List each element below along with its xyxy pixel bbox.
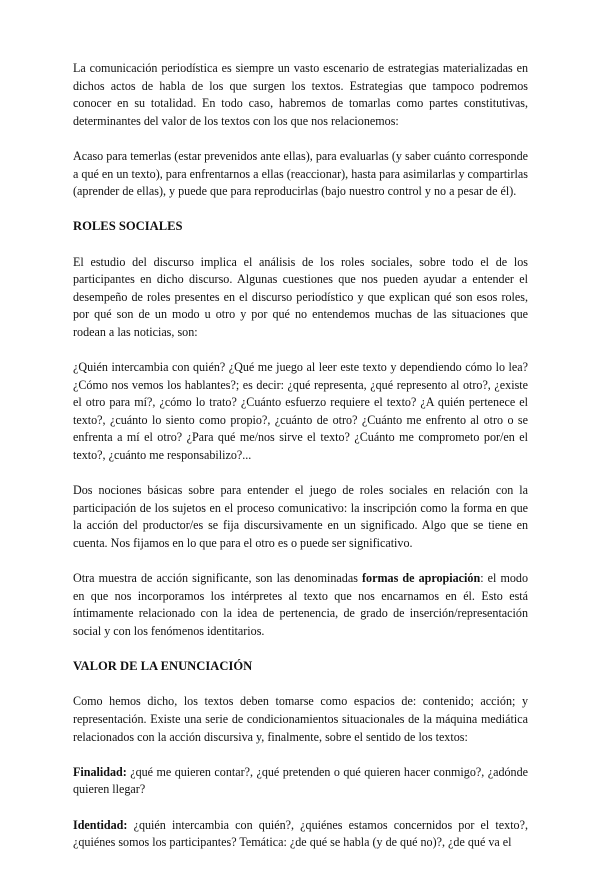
finalidad-term: Finalidad: [73, 764, 127, 779]
document-page [73, 60, 528, 869]
paragraph-intro: La comunicación periodística es siempre un vasto escenario de estrategias materializadas en dichos actos de habla de los que surgen los textos. Estrategias que tampoco podremos conocer en su totalidad. En todo caso, habremos de tomarlas como partes constitutivas, determinantes del valor de los textos con los que nos relacionemos: [73, 61, 528, 128]
paragraph-notions: Dos nociones básicas sobre para entender el juego de roles sociales en relación con la participación de los sujetos en el proceso comunicativo: la inscripción como la forma en que la acción del productor/es se fija discursivamente en un significado. Algo que se tiene en cuenta. Nos fijamos en lo que para el otro es o puede ser significativo. [73, 483, 528, 551]
identidad-term: Identidad: [73, 817, 128, 832]
paragraph-spaces: Como hemos dicho, los textos deben tomarse como espacios de: contenido; acción; y representación. Existe una serie de condicionamientos situacionales de la máquina mediática relacionados con la acción discursiva y, finalmente, sobre el sentido de los textos: [73, 694, 528, 744]
appropriation-text-a: Otra muestra de acción significante, son las denominadas [73, 571, 363, 586]
paragraph-appropriation [73, 570, 528, 640]
paragraph-identidad [73, 817, 528, 852]
paragraph-questions: ¿Quién intercambia con quién? ¿Qué me juego al leer este texto y dependiendo cómo lo lea? ¿Cómo nos vemos los hablantes?; es decir: ¿qué representa, ¿qué represento al otro?, ¿existe el otro para mí?, ¿cómo lo trato? ¿Cuánto esfuerzo requiere el texto? ¿A quién pertenece el texto?, ¿cuánto lo siento como propio?, ¿cuánto de otro? ¿Cuánto me enfrento al otro o se enfrenta a mí el otro? ¿Para qué me/nos sirve el texto? ¿Cuánto me comprometo por/en el texto?, ¿cuánto me responsabilizo?... [73, 360, 528, 463]
paragraph-roles-study: El estudio del discurso implica el análisis de los roles sociales, sobre todo el de los participantes en dicho discurso. Algunas cuestiones que nos pueden ayudar a entender el desempeño de roles presentes en el discurso periodístico y que explican qué son esos roles, por qué son de un modo u otro y por qué no entendemos muchas de las situaciones que rodean a las noticias, son: [73, 254, 528, 339]
appropriation-text-b: : el modo en que nos incorporamos los intérpretes al texto que nos encarnamos en él. Esto está íntimamente relacionado con la idea de pertenencia, de grado de inserción/representación social y con los fenómenos identitarios. [73, 571, 529, 638]
appropriation-term: formas de apropiación [362, 571, 481, 586]
heading-valor-enunciacion: VALOR DE LA ENUNCIACIÓN [73, 659, 253, 674]
paragraph-finalidad [73, 764, 528, 799]
finalidad-text: ¿qué me quieren contar?, ¿qué pretenden o qué quieren hacer conmigo?, ¿adónde quieren llegar? [73, 764, 528, 797]
heading-roles-sociales: ROLES SOCIALES [73, 219, 183, 234]
paragraph-strategies: Acaso para temerlas (estar prevenidos ante ellas), para evaluarlas (y saber cuánto corresponde a qué en un texto), para enfrentarnos a ellas (reaccionar), hasta para asimilarlas y compartirlas (aprender de ellas), y puede que para reproducirlas (bajo nuestro control y no a pesar de él). [73, 148, 528, 199]
identidad-text: ¿quién intercambia con quién?, ¿quiénes estamos concernidos por el texto?, ¿quiénes somos los participantes? Temática: ¿de qué se habla (y de qué no)?, ¿de qué va el [73, 817, 528, 850]
